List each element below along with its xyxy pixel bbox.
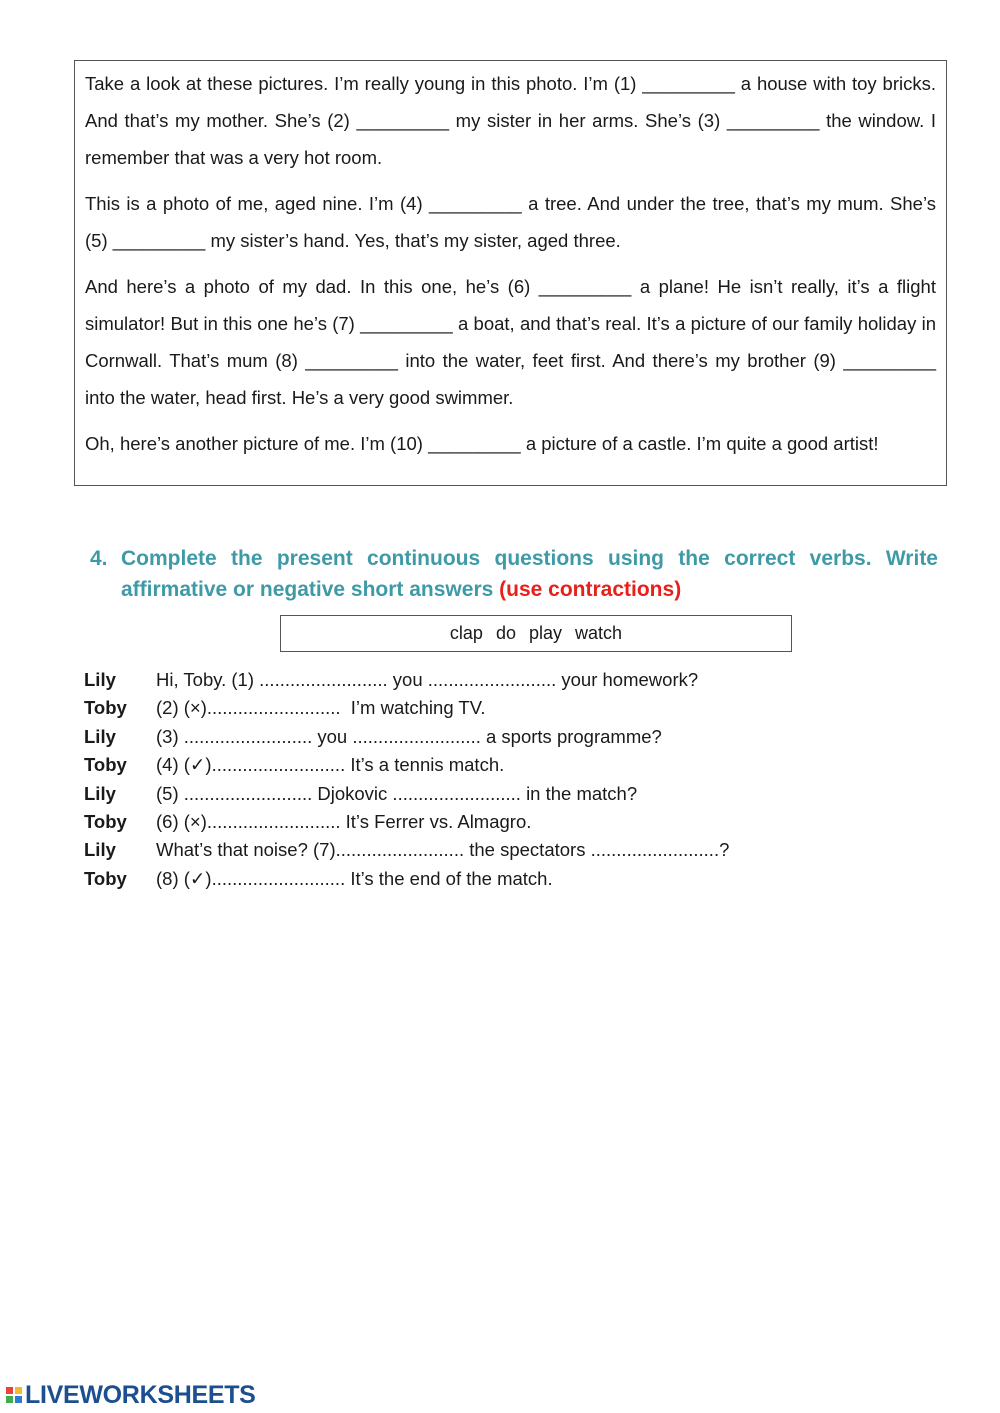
word-bank-item: watch (575, 623, 623, 643)
passage-paragraph-1: Take a look at these pictures. I’m really young in this photo. I’m (1) _________ a house with toy bricks. And that’s my mother. She’s (2) _________ my sister in her arms. She’s (3) _________ the window. I remember that was a very hot room. (85, 73, 936, 168)
logo-square (15, 1387, 22, 1394)
dialogue-text: Hi, Toby. (1) ......................... you ......................... your homework? (156, 669, 699, 690)
dialogue-line (84, 666, 944, 694)
dialogue-text: (4) (✓).......................... It’s a tennis match. (156, 754, 505, 776)
logo-square (6, 1396, 13, 1403)
dialogue-line (84, 780, 944, 808)
passage-paragraph-2: This is a photo of me, aged nine. I’m (4) _________ a tree. And under the tree, that’s my mum. She’s (5) _________ my sister’s hand. Yes, that’s my sister, aged three. (85, 193, 936, 251)
dialogue-line (84, 694, 944, 722)
exercise-number: 4. (90, 547, 108, 570)
word-bank (280, 615, 792, 652)
instruction-highlight: (use contractions) (499, 578, 682, 601)
speaker-name: Toby (84, 810, 127, 832)
speaker-name: Lily (84, 782, 116, 804)
dialogue-text: (5) ......................... Djokovic ......................... in the match? (156, 782, 638, 804)
speaker-name: Lily (84, 669, 116, 690)
word-bank-item: clap (449, 623, 483, 643)
liveworksheets-logo (6, 1382, 256, 1408)
logo-square (6, 1387, 13, 1394)
logo-square (15, 1396, 22, 1403)
dialogue-line (84, 751, 944, 779)
word-bank-item: do (495, 623, 516, 643)
dialogue-line (84, 808, 944, 836)
dialogue-text: (6) (×).......................... It’s Ferrer vs. Almagro. (156, 810, 532, 832)
passage-paragraph-3: And here’s a photo of my dad. In this one, he’s (6) _________ a plane! He isn’t really, it’s a flight simulator! But in this one he’s (7) _________ a boat, and that’s real. It’s a picture of our family holiday in Cornwall. That’s mum (8) _________ into the water, feet first. And there’s my brother (9) _________ into the water, head first. He’s a very good swimmer. (85, 276, 936, 408)
speaker-name: Toby (84, 697, 127, 719)
speaker-name: Lily (84, 839, 116, 861)
dialogue-line (84, 865, 944, 893)
dialogue-text: (8) (✓).......................... It’s the end of the match. (156, 867, 553, 889)
dialogue (84, 666, 944, 893)
speaker-name: Toby (84, 867, 127, 889)
dialogue-line (84, 836, 944, 864)
liveworksheets-grid-icon (6, 1387, 22, 1403)
speaker-name: Toby (84, 754, 127, 776)
dialogue-line (84, 723, 944, 751)
dialogue-text: (3) ......................... you ......................... a sports programme? (156, 725, 662, 747)
word-bank-item: play (529, 623, 563, 643)
instruction-text: Complete the present continuous questions using the correct verbs. Write affirmative or negative short answers (121, 547, 938, 601)
exercise-instruction (121, 543, 938, 605)
passage-paragraph-4: Oh, here’s another picture of me. I’m (10) _________ a picture of a castle. I’m quite a good artist! (85, 433, 879, 454)
reading-passage-box (74, 60, 947, 486)
speaker-name: Lily (84, 725, 116, 747)
dialogue-text: What’s that noise? (7)......................... the spectators .........................? (156, 839, 730, 861)
exercise-4-heading (90, 543, 938, 605)
logo-text: LIVEWORKSHEETS (25, 1380, 256, 1409)
dialogue-text: (2) (×).......................... I’m watching TV. (156, 697, 486, 719)
